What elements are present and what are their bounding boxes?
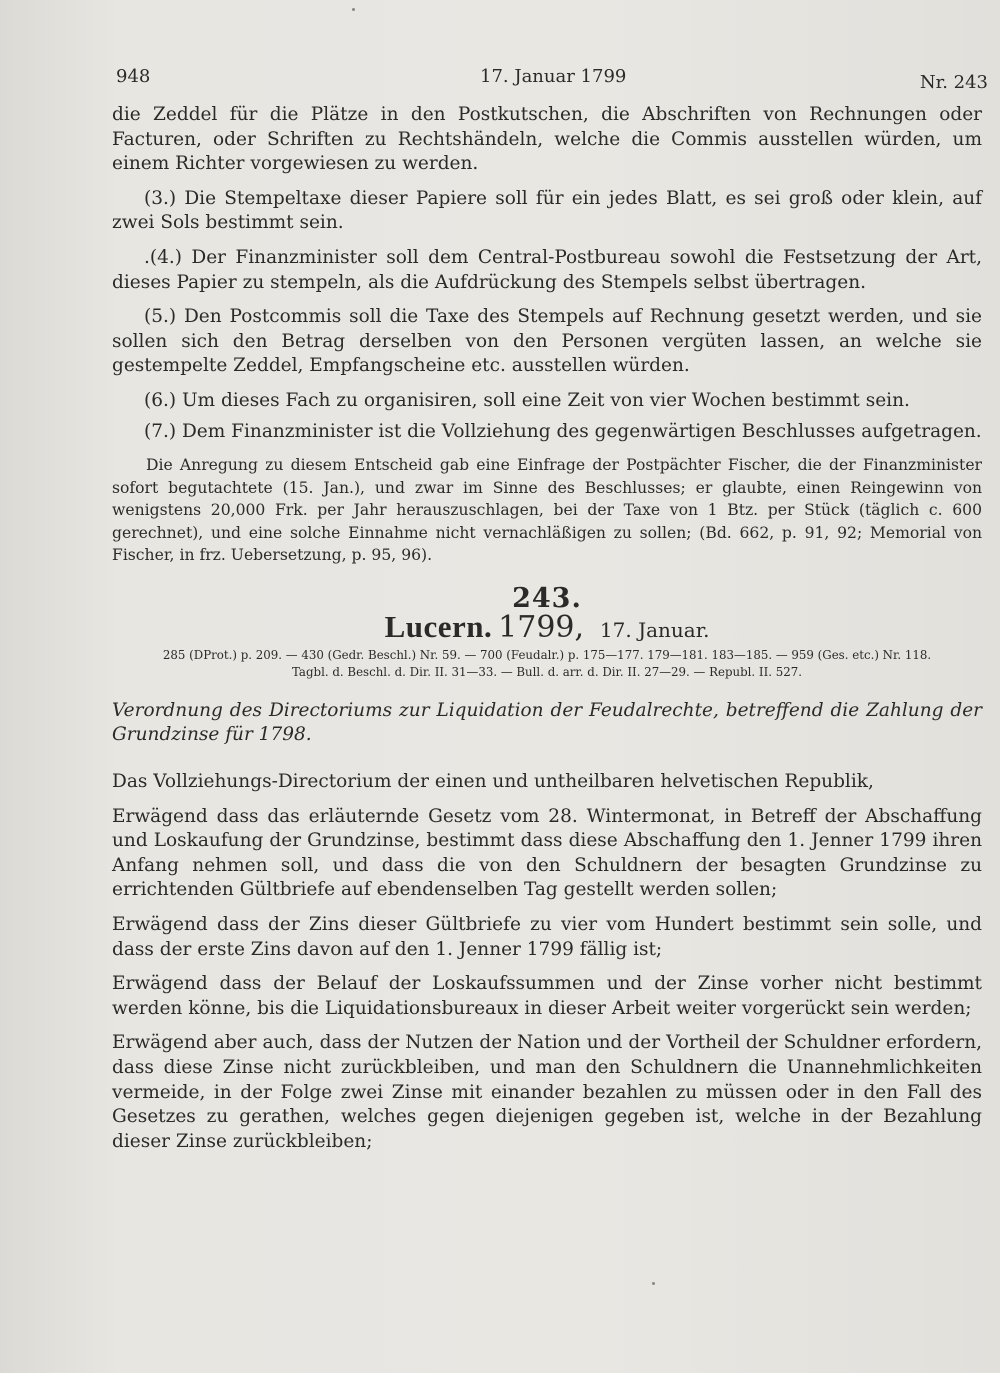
document-place: Lucern. [384, 609, 493, 645]
page-header [116, 66, 988, 100]
document-day: 17. Januar. [599, 618, 710, 643]
source-line-1: 285 (DProt.) p. 209. — 430 (Gedr. Beschl.) Nr. 59. — 700 (Feudalr.) p. 175—177. 179—181. 183—185. — 959 (Ges. etc.) Nr. 118. [162, 647, 932, 662]
paragraph-considering-3: Erwägend dass der Belauf der Loskaufssummen und der Zinse vorher nicht bestimmt werden könne, bis die Liquidationsbureaux in dieser Arbeit weiter vorgerückt sein werden; [112, 973, 982, 1019]
ordinance-title: Verordnung des Directoriums zur Liquidation der Feudalrechte, betreffend die Zahlung der Grundzinse für 1798. [112, 699, 982, 746]
paragraph-considering-2: Erwägend dass der Zins dieser Gültbriefe zu vier vom Hundert bestimmt sein solle, und dass der erste Zins davon auf den 1. Jenner 1799 fällig ist; [112, 913, 982, 960]
article-3: (3.) Die Stempeltaxe dieser Papiere soll für ein jedes Blatt, es sei groß oder klein, auf zwei Sols bestimmt sein. [112, 187, 982, 234]
article-6: (6.) Um dieses Fach zu organisiren, soll eine Zeit von vier Wochen bestimmt sein. [144, 389, 910, 411]
editorial-note: Die Anregung zu diesem Entscheid gab eine Einfrage der Postpächter Fischer, die der Finanzminister sofort begutachtete (15. Jan.), und zwar im Sinne des Beschlusses; er glaubte, einen Reingewinn von wenigstens 20,000 Frk. per Jahr herauszuschlagen, bei der Taxe von 1 Btz. per Stück (täglich c. 600 gerechnet), und eine solche Einnahme nicht vernachläßigen zu sollen; (Bd. 662, p. 91, 92; Memorial von Fischer, in frz. Uebersetzung, p. 95, 96). [112, 456, 982, 565]
document-number: 243. [512, 582, 582, 614]
source-references [112, 647, 982, 681]
page-number: 948 [116, 66, 151, 87]
header-date: 17. Januar 1799 [480, 66, 627, 87]
document-year: 1799, [498, 610, 585, 646]
document-number-header: Nr. 243 [919, 72, 988, 93]
document-heading [112, 609, 982, 646]
source-line-2: Tagbl. d. Beschl. d. Dir. II. 31—33. — Bull. d. arr. d. Dir. II. 27—29. — Republ. II. 527. [291, 664, 803, 679]
paper-speck [352, 8, 355, 11]
article-4: .(4.) Der Finanzminister soll dem Central-Postbureau sowohl die Festsetzung der Art, dieses Papier zu stempeln, als die Aufdrückung des Stempels selbst übertragen. [112, 246, 982, 293]
article-5: (5.) Den Postcommis soll die Taxe des Stempels auf Rechnung gesetzt werden, und sie sollen sich den Betrag derselben von den Personen vergüten lassen, an welche sie gestempelte Zeddel, Empfangscheine etc. ausstellen würden. [112, 306, 982, 377]
paper-speck [652, 1282, 655, 1285]
paragraph-considering-1: Erwägend dass das erläuternde Gesetz vom 28. Wintermonat, in Betreff der Abschaffung und Loskaufung der Grundzinse, bestimmt dass diese Abschaffung den 1. Jenner 1799 ihren Anfang nehmen soll, und dass die von den Schuldnern der besagten Grundzinse zu errichtenden Gültbriefe auf ebendenselben Tag gestellt werden sollen; [112, 805, 982, 901]
page-body [112, 103, 982, 1154]
article-7: (7.) Dem Finanzminister ist die Vollziehung des gegenwärtigen Beschlusses aufgetragen. [144, 420, 982, 442]
paragraph-considering-4: Erwägend aber auch, dass der Nutzen der Nation und der Vortheil der Schuldner erfordern, dass diese Zinse nicht zurückbleiben, und man den Schuldnern die Unannehmlichkeiten vermeide, in der Folge zwei Zinse mit einander bezahlen zu müssen oder in den Fall des Gesetzes zu gerathen, welches gegen diejenigen gegeben ist, welche in der Bezahlung dieser Zinse zurückbleiben; [112, 1032, 982, 1152]
paragraph-preamble: Das Vollziehungs-Directorium der einen und untheilbaren helvetischen Republik, [112, 771, 874, 792]
continuation-text: die Zeddel für die Plätze in den Postkutschen, die Abschriften von Rechnungen oder Facturen, oder Schriften zu Rechtshändeln, welche die Commis ausstellen würden, um einem Richter vorgewiesen zu werden. [112, 104, 982, 175]
